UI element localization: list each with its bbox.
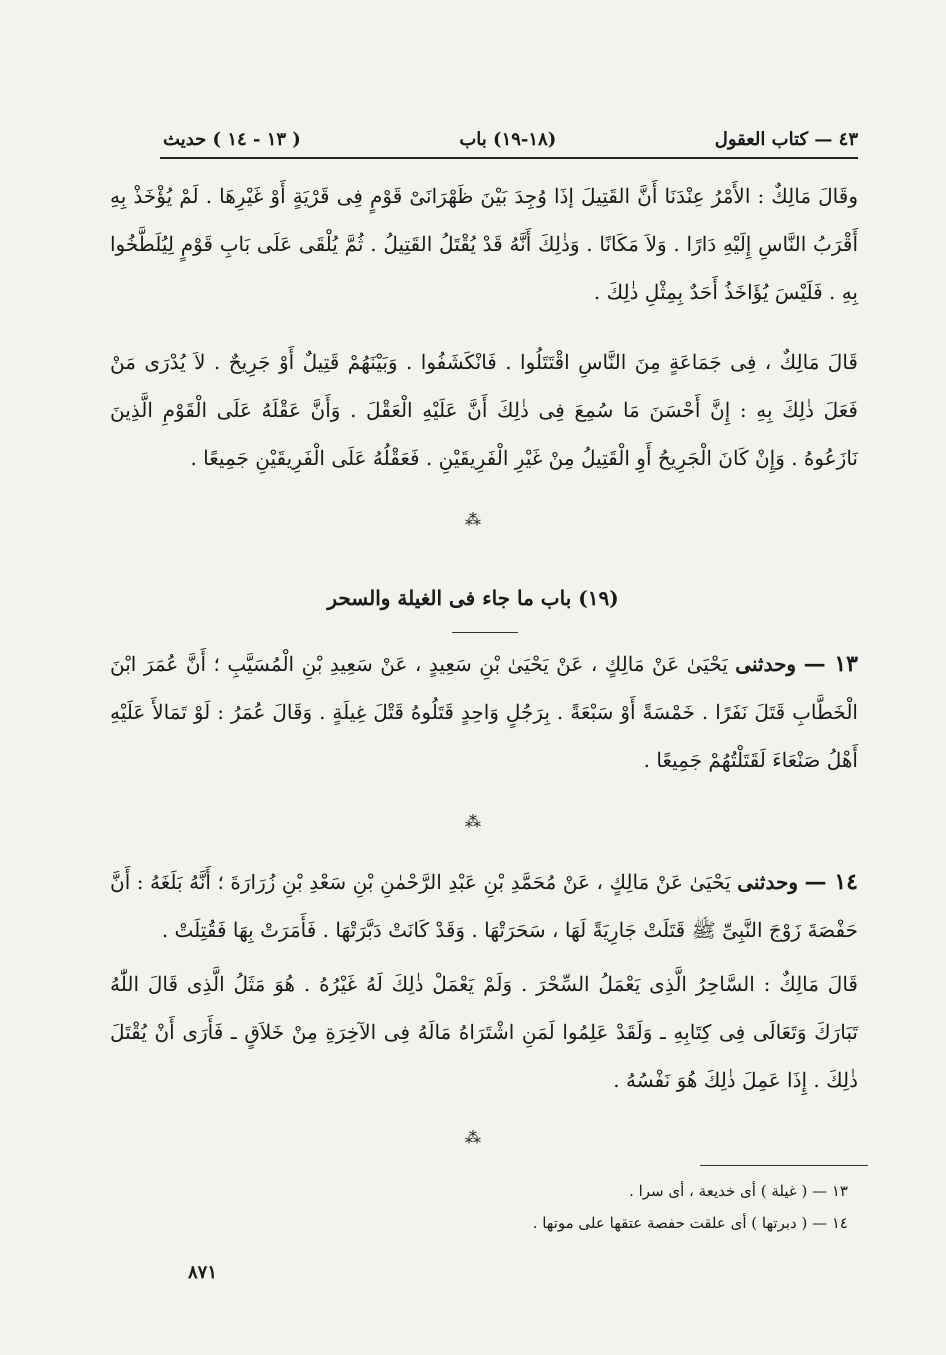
hadith-13 xyxy=(110,640,858,784)
hadith-14-text: يَحْيَىٰ عَنْ مَالِكٍ ، عَنْ مُحَمَّدِ بْنِ عَبْدِ الرَّحْمٰنِ بْنِ سَعْدِ بْنِ زُرَارَةَ ؛ أَنَّهُ بَلَغَهُ : أَنَّ حَفْصَةَ زَوْجَ النَّبِىِّ ﷺ قَتَلَتْ جَارِيَةً لَهَا ، سَحَرَتْهَا . وَقَدْ كَانَتْ دَبَّرَتْهَا . فَأَمَرَتْ بِهَا فَقُتِلَتْ . xyxy=(110,870,858,942)
header-chapter: (١٨-١٩) باب xyxy=(459,128,557,150)
separator-stars: ⁂ xyxy=(465,1128,481,1147)
chapter-rule xyxy=(452,632,518,633)
paragraph-malik-2: قَالَ مَالِكٌ ، فِى جَمَاعَةٍ مِنَ النَّاسِ اقْتَتَلُوا . فَانْكَشَفُوا . وَبَيْنَهُمْ قَتِيلٌ أَوْ جَرِيحٌ . لاَ يُدْرَى مَنْ فَعَلَ ذٰلِكَ بِهِ : إِنَّ أَحْسَنَ مَا سُمِعَ فِى ذٰلِكَ أَنَّ عَلَيْهِ الْعَقْلَ . وَأَنَّ عَقْلَهُ عَلَى الْقَوْمِ الَّذِينَ نَازَعُوهُ . وَإِنْ كَانَ الْجَرِيحُ أَوِ الْقَتِيلُ مِنْ غَيْرِ الْفَرِيقَيْنِ . فَعَقْلُهُ عَلَى الْفَرِيقَيْنِ جَمِيعًا . xyxy=(110,350,858,470)
hadith-14 xyxy=(110,858,858,954)
footnote-14: ١٤ — ( دبرتها ) أى علقت حفصة عتقها على موتها . xyxy=(532,1214,848,1232)
header-book-title: ٤٣ — كتاب العقول xyxy=(714,128,858,150)
hadith-14-lead: وحدثنى xyxy=(737,870,798,894)
header-hadith-range: ( ١٣ - ١٤ ) حديث xyxy=(163,128,301,150)
running-header xyxy=(163,122,858,156)
chapter-title: (١٩) باب ما جاء فى الغيلة والسحر xyxy=(327,586,619,610)
header-rule xyxy=(160,157,858,159)
separator-stars: ⁂ xyxy=(465,812,481,831)
hadith-number-13: ١٣ — xyxy=(803,651,858,677)
footnote-rule xyxy=(700,1165,868,1166)
page-number: ٨٧١ xyxy=(188,1262,218,1283)
paragraph-malik-3: قَالَ مَالِكٌ : السَّاحِرُ الَّذِى يَعْمَلُ السِّحْرَ . وَلَمْ يَعْمَلْ ذٰلِكَ لَهُ غَيْرُهُ . هُوَ مَثَلُ الَّذِى قَالَ اللّٰهُ تَبَارَكَ وَتَعَالَى فِى كِتَابِهِ ـ وَلَقَدْ عَلِمُوا لَمَنِ اشْتَرَاهُ مَالَهُ فِى الآخِرَةِ مِنْ خَلاَقٍ ـ فَأَرَى أَنْ يُقْتَلَ ذٰلِكَ . إِذَا عَمِلَ ذٰلِكَ هُوَ نَفْسُهُ . xyxy=(110,972,858,1092)
footnote-13: ١٣ — ( غيلة ) أى خديعة ، أى سرا . xyxy=(629,1182,848,1200)
separator-stars: ⁂ xyxy=(465,510,481,529)
paragraph-malik-1: وقَالَ مَالِكٌ : الأَمْرُ عِنْدَنَا أَنَّ القَتِيلَ إذَا وُجِدَ بَيْنَ ظَهْرَانَىْ قَوْمٍ فِى قَرْيَةٍ أَوْ غَيْرِهَا . لَمْ يُؤْخَذْ بِهِ أَقْرَبُ النَّاسِ إِلَيْهِ دَارًا . وَلاَ مَكَانًا . وَذٰلِكَ أَنَّهُ قَدْ يُقْتَلُ القَتِيلُ . ثُمَّ يُلْقَى عَلَى بَابِ قَوْمٍ لِيُلَطَّخُوا بِهِ . فَلَيْسَ يُؤَاخَذُ أَحَدٌ بِمِثْلِ ذٰلِكَ . xyxy=(110,184,858,304)
hadith-number-14: ١٤ — xyxy=(804,869,858,895)
hadith-13-lead: وحدثنى xyxy=(735,652,797,676)
hadith-13-text: يَحْيَىٰ عَنْ مَالِكٍ ، عَنْ يَحْيَىٰ بْنِ سَعِيدٍ ، عَنْ سَعِيدِ بْنِ الْمُسَيَّبِ ؛ أَنَّ عُمَرَ ابْنَ الْخَطَّابِ قَتَلَ نَفَرًا . خَمْسَةً أَوْ سَبْعَةً . بِرَجُلٍ وَاحِدٍ قَتَلُوهُ قَتْلَ غِيلَةٍ . وَقَالَ عُمَرُ : لَوْ تَمَالأَ عَلَيْهِ أَهْلُ صَنْعَاءَ لَقَتَلْتُهُمْ جَمِيعًا . xyxy=(110,652,858,772)
